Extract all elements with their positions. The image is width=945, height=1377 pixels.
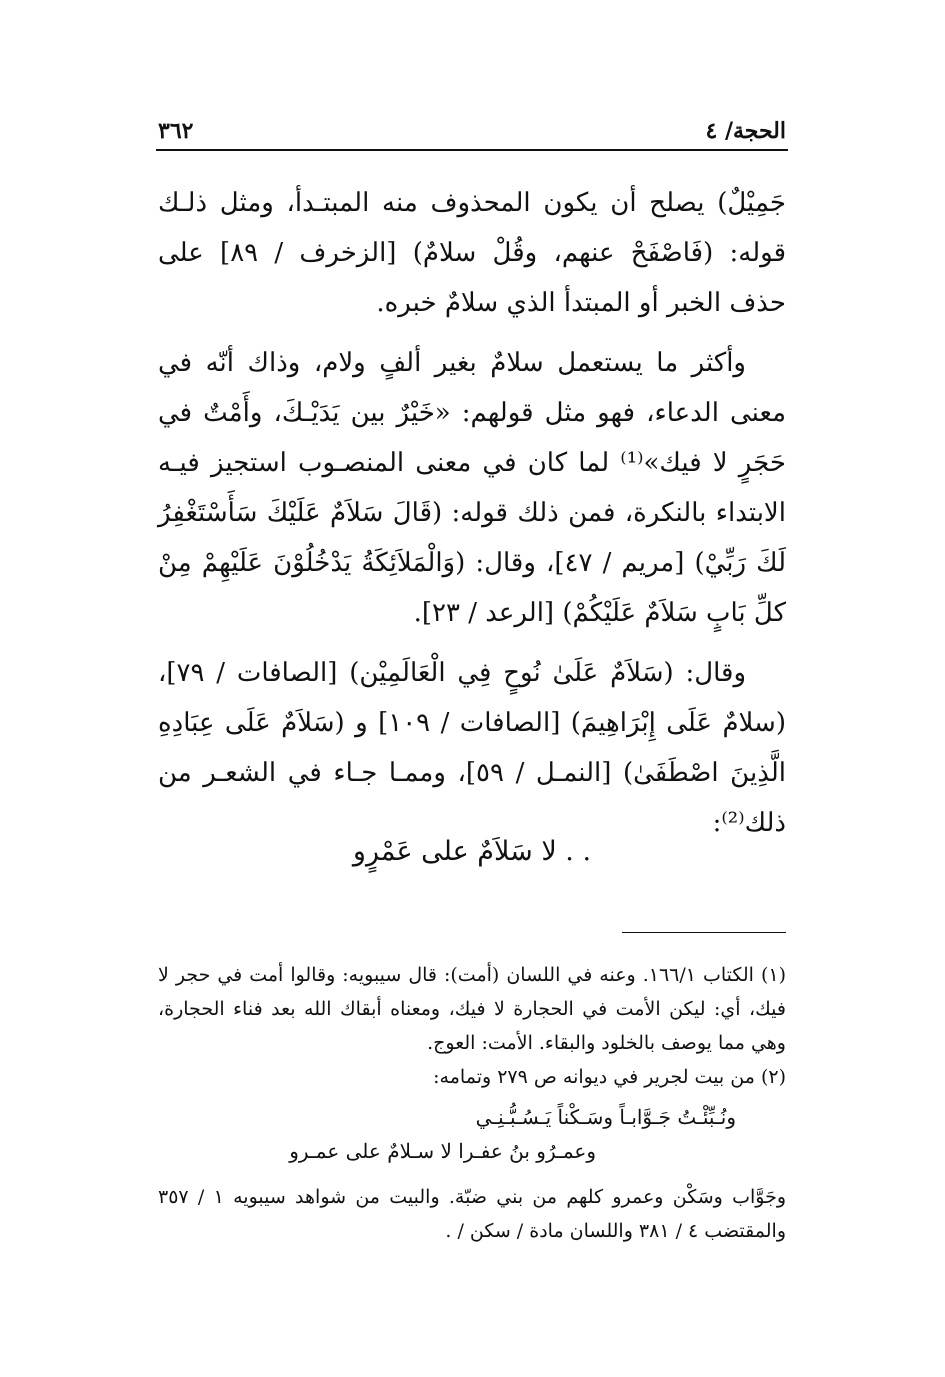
paragraph-3: وقال: (سَلاَمٌ عَلَىٰ نُوحٍ فِي الْعَالَمِيْن) [الصافات / ٧٩]، (سلامٌ عَلَى إِبْرَاهِيمَ) [الصافات / ١٠٩] و (سَلاَمٌ عَلَى عِبَادِهِ الَّذِينَ اصْطَفَىٰ) [النمـل / ٥٩]، وممـا جـاء في الشعـر من ذلك⁽²⁾: — [158, 658, 786, 838]
footnote-rule — [622, 932, 786, 933]
footnote-verse-line-1: ونُـبِّئْـتُ جَـوَّابـاً وسَـكْناً يَـسُـبُّـنِـي — [475, 1105, 736, 1129]
header-rule — [156, 149, 788, 151]
footnote-1: (١) الكتاب ١٦٦/١. وعنه في اللسان (أمت): قال سيبويه: وقالوا أمت في حجر لا فيك، أي: ليكن الأمت في الحجارة لا فيك، ومعناه أبقاك الله بعد فناء الحجارة، وهي مما يوصف بالخلود والبقاء. الأمت: العوج. — [158, 964, 786, 1054]
paragraph-1: جَمِيْلٌ) يصلح أن يكون المحذوف منه المبتـدأ، ومثل ذلـك قوله: (فَاصْفَحْ عنهم، وقُلْ سلامٌ) [الزخرف / ٨٩] على حذف الخبر أو المبتدأ الذي سلامٌ خبره. — [158, 188, 786, 318]
footnote-verse-line-2: وعمـرُو بنُ عفـرا لا سـلامٌ على عمـرو — [289, 1139, 596, 1163]
page-header — [158, 108, 786, 144]
main-text — [158, 178, 786, 858]
footnotes — [158, 958, 786, 1248]
footnote-2-intro: (٢) من بيت لجرير في ديوانه ص ٢٧٩ وتمامه: — [433, 1066, 786, 1088]
quoted-verse: . . لا سَلاَمٌ على عَمْرٍو — [352, 836, 592, 867]
footnote-2-verse — [158, 1100, 786, 1168]
footnote-2-commentary: وجَوَّاب وسَكْن وعمرو كلهم من بني ضبّة. والبيت من شواهد سيبويه ١ / ٣٥٧ والمقتضب ٤ / ٣٨١ واللسان مادة / سكن / . — [158, 1186, 786, 1242]
page-number: ٣٦٢ — [158, 118, 194, 144]
paragraph-2: وأكثر ما يستعمل سلامٌ بغير ألفٍ ولام، وذاك أنّه في معنى الدعاء، فهو مثل قولهم: «خَيْرٌ بين يَدَيْـكَ، وأَمْتٌ في حَجَرٍ لا فيك»⁽¹⁾ لما كان في معنى المنصـوب استجيز فيـه الابتداء بالنكرة، فمن ذلك قوله: (قَالَ سَلاَمٌ عَلَيْكَ سَأَسْتَغْفِرُ لَكَ رَبِّيْ) [مريم / ٤٧]، وقال: (وَالْمَلاَئِكَةُ يَدْخُلُوْنَ عَلَيْهِمْ مِنْ كلِّ بَابٍ سَلاَمٌ عَلَيْكُمْ) [الرعد / ٢٣]. — [158, 348, 787, 628]
running-title: الحجة/ ٤ — [705, 118, 786, 144]
